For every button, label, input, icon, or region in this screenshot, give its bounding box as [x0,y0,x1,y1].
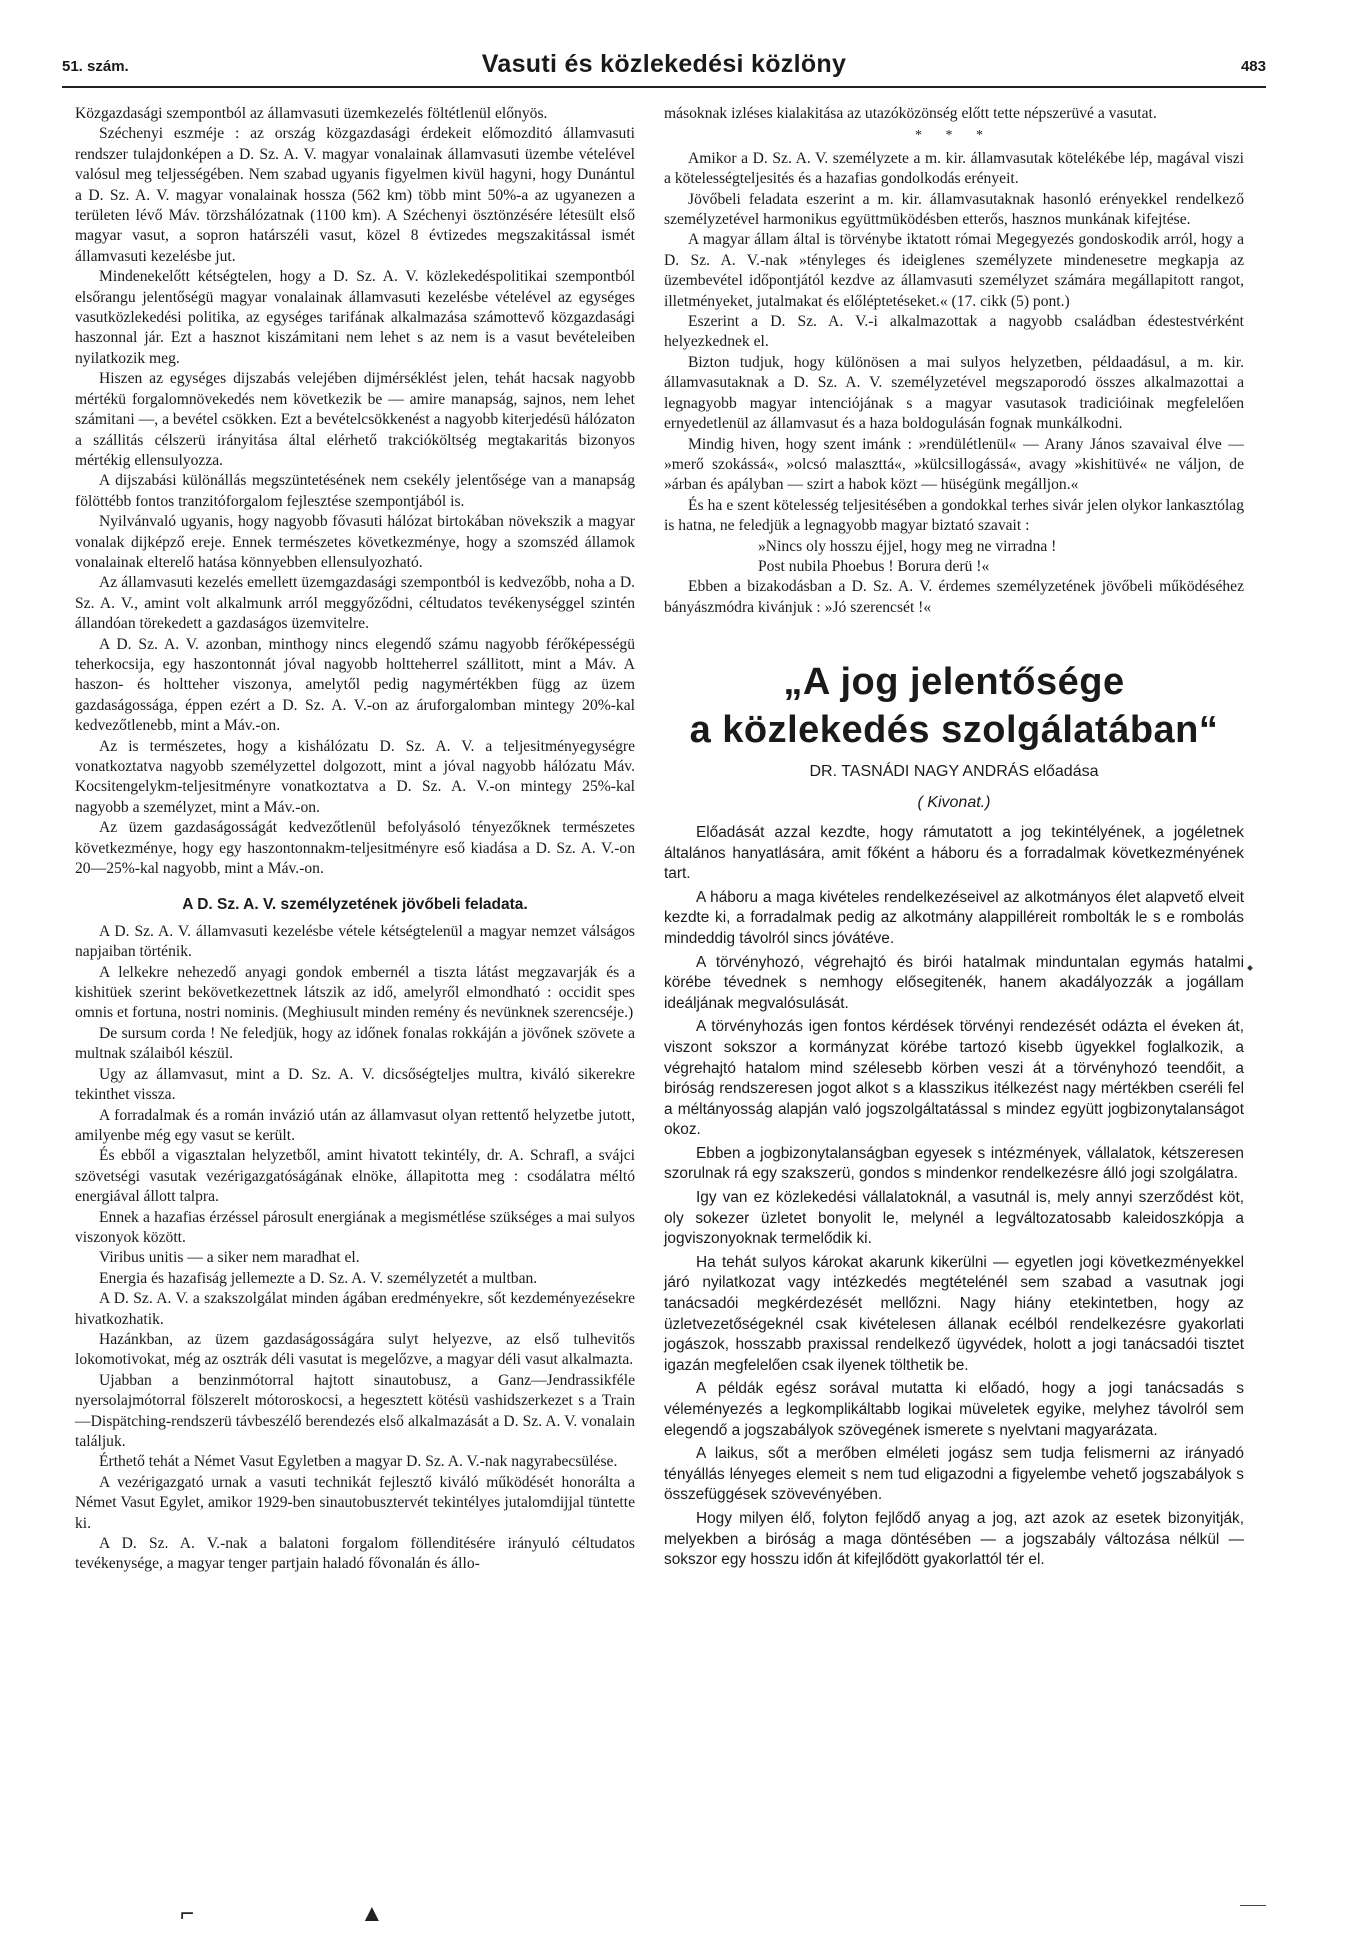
verse-line: Post nubila Phoebus ! Borura derü !« [758,557,990,575]
paragraph: A D. Sz. A. V. államvasuti kezelésbe vétele kétségtelenül a magyar nemzet válságos napjaiban történik. [75,922,635,961]
publication-title: Vasuti és közlekedési közlöny [481,50,847,78]
paragraph: Hogy milyen élő, folyton fejlődő anyag a jog, azt azok az esetek bizonyitják, melyekben a biróság a maga döntésében — a jogszabály változása nélkül — sokszor egy hosszu időn át kifejlődött gyakorlattól tér el. [664,1509,1244,1569]
paragraph: A törvényhozó, végrehajtó és birói hatalmak minduntalan egymás hatalmi körébe tévednek s nemhogy elősegitenék, hanem akadályozzák a jogállam ideáljának megvalósulását. [664,953,1244,1012]
article-title-line: „A jog jelentősége [783,661,1125,704]
page-header [62,50,1266,84]
paragraph: Hazánkban, az üzem gazdaságosságára sulyt helyezve, az első tulhevitős lokomotivokat, még az osztrák déli vasutat is megelőzve, a magyar déli vasut alkalmazta. [75,1330,635,1369]
page-number: 483 [1240,58,1266,75]
paragraph: A magyar állam által is törvénybe iktatott római Megegyezés gondoskodik arról, hogy a D. Sz. A. V.-nak »tényleges és ideiglenes személyzete mindenesetre megkapja az üzembevétel időpontjától kezdve az államvasuti személyzet számára megállapitott rangot, illetményeket, jutalmakat és előléptetéseket.« (17. cikk (5) pont.) [664,231,1244,310]
paragraph: A lelkekre nehezedő anyagi gondok embernél a tiszta látást megzavarják és a kishitüek szerint bekövetkezettnek látszik az idő, amelyről elmondható : occidit spes omnis et fortuna, nostri nominis. (Meghiusult minden remény és nevünknek szerencséje.) [75,963,635,1022]
margin-mark [1247,965,1253,971]
article-body [664,823,1244,1571]
paragraph: A vezérigazgató urnak a vasuti technikát fejlesztő kiváló működését honorálta a Német Vasut Egylet, amikor 1929-ben sinautobusztervét tekintélyes jutalomdijjal tüntette ki. [75,1473,635,1532]
paragraph: Igy van ez közlekedési vállalatoknál, a vasutnál is, mely annyi szerződést köt, oly sokezer üzletet bonyolit le, melynél a legváltozatosabb kaleidoszkópja a jogviszonyoknak termelődik ki. [664,1189,1244,1248]
paragraph: A példák egész sorával mutatta ki előadó, hogy a jogi tanácsadás s véleményezés a legkomplikáltabb logikai müveletek egyike, melyhez távolról sem elegendő a jogszabályok szövegének ismerete s nyelvtani magyarázata. [664,1380,1244,1439]
verse-line: »Nincs oly hosszu éjjel, hogy meg ne virradna ! [758,537,1057,555]
paragraph: A D. Sz. A. V. azonban, minthogy nincs elegendő számu nagyobb férőképességü teherkocsija, egy haszontonnát jóval nagyobb holtteherrel szállitott, mint a Máv. A haszon- és holtteher viszonya, amelytől pedig nagymértékben függ az üzem gazdaságossága, éppen ezért a D. Sz. A. V.-on az áruforgalomban mintegy 20%-kal kedvezőtlenebb, mint a Máv.-on. [75,635,635,735]
paragraph: A laikus, sőt a merőben elméleti jogász sem tudja felismerni az irányadó tényállás lényeges elemeit s nem tud eligazodni a figyelembe vehető jogszabályok s összefüggések szövevényében. [664,1445,1244,1504]
paragraph: Ebben a bizakodásban a D. Sz. A. V. érdemes személyzetének jövőbeli működéséhez bányászmódra kivánjuk : »Jó szerencsét !« [664,578,1244,616]
paragraph: Előadását azzal kezdte, hogy rámutatott a jog tekintélyének, a jogéletnek általános hanyatlására, amit főként a háboru és a forradalmak következményének tart. [664,823,1244,883]
paragraph: De sursum corda ! Ne feledjük, hogy az időnek fonalas rokkáján a jövőnek szövete a multnak szálaiból készül. [75,1024,635,1063]
left-column [75,104,635,1575]
paragraph: A D. Sz. A. V.-nak a balatoni forgalom föllenditésére irányuló céltudatos tevékenysége, a magyar tenger partjain haladó fővonalán és állo- [75,1535,635,1573]
paragraph: És ha e szent kötelesség teljesitésében a gondokkal terhes sivár jelen olykor lankasztólag is hatna, ne feledjük a legnagyobb magyar biztató szavait : [664,496,1244,535]
paragraph: Közgazdasági szempontból az államvasuti üzemkezelés föltétlenül előnyös. [75,105,548,122]
right-column [664,104,1244,1574]
paragraph: Bizton tudjuk, hogy különösen a mai sulyos helyzetben, példaadásul, a m. kir. államvasutaknak a D. Sz. A. V. személyzetével megszaporodó összes alkalmazottai a legnagyobb magyar intenciójának s a magyar vasutasok tradicióinak megfelelően ernyedetlenül az államvasut és a haza boldogulásán fognak munkálkodni. [664,353,1244,433]
paragraph: Széchenyi eszméje : az ország közgazdasági érdekeit előmozditó államvasuti rendszer tulajdonképen a D. Sz. A. V. magyar vonalainak államvasuti üzembe vételével valósul meg teljességében. Nem szabad ugyanis figyelmen kivül hagyni, hogy Dunántul a D. Sz. A. V. magyar vonalainak hossza (562 km) több mint 50%-a az ugyanezen a területen lévő Máv. törzshálózatnak (1100 km). A Széchenyi ösztönzésére létesült első magyar vasut, a sopron határszéli vasut, közel 8 évtizedes megszakitással ismét államvasuti kezelésbe jut. [75,125,635,265]
paragraph: Az is természetes, hogy a kishálózatu D. Sz. A. V. a teljesitményegységre vonatkoztatva nagyobb személyzettel dolgozott, mint a jóval nagyobb hálózatu Máv. Kocsitengelykm-teljesitményre vonatkoztatva a D. Sz. A. V.-on mintegy 25%-kal nagyobb a személyzet, mint a Máv.-on. [75,737,635,816]
paragraph: Az államvasuti kezelés emellett üzemgazdasági szempontból is kedvezőbb, noha a D. Sz. A. V., amint volt alkalmunk arról meggyőződni, céltudatos tevékenységgel szintén állandóan törekedett a gazdaságos üzemvitelre. [75,574,635,633]
issue-number: 51. szám. [62,58,129,75]
section-separator: * * * [915,128,993,144]
paragraph: Ugy az államvasut, mint a D. Sz. A. V. dicsőségteljes multra, kiváló sikerekre tekinthet vissza. [75,1065,635,1104]
paragraph: Ha tehát sulyos károkat akarunk kikerülni — egyetlen jogi következményekkel járó nyilatkozat vagy intézkedés megtételénél sem szabad a vasutnak jogi tanácsadói megkérdezését mellőzni. Nagy hiány etekintetben, hogy az üzletvezetőségeknél csak kivételesen állanak ecélból rendelkezésre gyakorlati jogászok, hosszabb praxissal rendelkező ügyvédek, holott a jogi tanácsadói tisztet igazán megfelelően csak ilyenek tölthetik be. [664,1253,1244,1374]
paragraph: A törvényhozás igen fontos kérdések törvényi rendezését odázta el éveken át, viszont sokszor a kormányzat körébe tartozó kisebb ügyekkel foglalkozik, a végrehajtó hatalom mind szélesebb körben veszi át a törvényhozó teendőit, a biróság rendszeresen jogot alkot s a klasszikus itélkezést nagy mértékben cseréli fel a méltányosság alapján való jogszolgáltatással s mindez együtt jogbizonytalanságot okoz. [664,1018,1244,1139]
margin-rule [1240,1905,1266,1906]
paragraph: Az üzem gazdaságosságát kedvezőtlenül befolyásoló tényezőknek természetes következménye, hogy egy haszontonnakm-teljesitményre eső kiadása a D. Sz. A. V.-on 20—25%-kal nagyobb, mint a Máv.-on. [75,819,635,878]
paragraph: Mindig hiven, hogy szent imánk : »rendülétlenül« — Arany János szavaival élve — »merő szokássá«, »olcsó malaszttá«, »külcsillogássá«, avagy »kishitüvé« ne váljon, de »árban és apályban — szirt a habok közt — hüségünk megálljon.« [664,435,1244,494]
paragraph: Hiszen az egységes dijszabás velejében dijmérséklést jelen, tehát hacsak nagyobb mértékü forgalomnövekedés nem következik be — amire manapság, sajnos, nem lehet számitani —, a bevétel csökken. Ezt a bevételcsökkenést a nagyobb kiterjedésü hálózaton a szállitás célszerü irányitása által elérhető trakcióköltség megtakaritás bizonyos mértékig ellensulyozza. [75,370,635,469]
article-byline: DR. TASNÁDI NAGY ANDRÁS előadása [809,763,1099,781]
paragraph: másoknak izléses kialakitása az utazóközönség előtt tette népszerüvé a vasutat. [664,105,1157,122]
paragraph: Jövőbeli feladata eszerint a m. kir. államvasutaknak hasonló erényekkel rendelkező személyzetével harmonikus együttmüködésben etterős, hasznos munkának kifejtése. [664,190,1244,229]
paragraph: Eszerint a D. Sz. A. V.-i alkalmazottak a nagyobb családban édestestvérként helyezkednek el. [664,313,1244,351]
paragraph: A háboru a maga kivételes rendelkezéseivel az alkotmányos élet alapvető elveit kezdte ki, a forradalmak pedig az alkotmány alappilléreit rombolták le s e rombolás mindeddig távolról sincs jóvátéve. [664,888,1244,947]
paragraph: Érthető tehát a Német Vasut Egyletben a magyar D. Sz. A. V.-nak nagyrabecsülése. [99,1453,618,1471]
paragraph: A dijszabási különállás megszüntetésének nem csekély jelentősége van a manapság fölöttébb fontos tranzitóforgalom fejlesztése szempontjából is. [75,472,635,510]
header-rule [62,86,1266,88]
paragraph: Energia és hazafiság jellemezte a D. Sz. A. V. személyzetét a multban. [99,1269,538,1287]
paragraph: A D. Sz. A. V. a szakszolgálat minden ágában eredményekre, sőt kezdeményezésekre hivatkozhatik. [75,1290,635,1328]
paragraph: Ennek a hazafias érzéssel párosult energiának a megismétlése szükséges a mai sulyos viszonyok között. [75,1208,635,1246]
section-heading: A D. Sz. A. V. személyzetének jövőbeli feladata. [182,896,528,914]
paragraph: Nyilvánvaló ugyanis, hogy nagyobb fővasuti hálózat birtokában növekszik a magyar vonalak dijképző ereje. Ennek természetes következménye, hogy a szomszéd államok vonalainak elterelő hatása könnyebben ellensulyozható. [75,513,635,571]
paragraph: Amikor a D. Sz. A. V. személyzete a m. kir. államvasutak kötelékébe lép, magával viszi a kötelességteljesités és a hazafias gondolkodás erényeit. [664,149,1244,188]
paragraph: Mindenekelőtt kétségtelen, hogy a D. Sz. A. V. közlekedéspolitikai szempontból elsőrangu jelentőségü magyar vonalainak államvasuti kezelésbe vételével az egységes vasutközlekedési politika, az egységes tarifának alkalmazása számottevő közgazdasági haszonnal jár. Ezt a hasznot kiszámitani nem lehet s az nem is a vasut bevételeiben nyilatkozik meg. [75,268,635,367]
paragraph: Ujabban a benzinmótorral hajtott sinautobusz, a Ganz—Jendrassikféle nyersolajmótorral fölszerelt mótoroskocsi, a hegesztett kötésü vashidszerkezet s a Train—Dispätching-rendszerü távbeszélő berendezés első alkalmazását a D. Sz. A. V. vonalain találjuk. [75,1371,635,1450]
scan-fragment: ▲ [360,1900,384,1927]
scan-fragment: ⌐ [180,1900,195,1927]
paragraph: Viribus unitis — a siker nem maradhat el. [99,1249,360,1267]
article-title [664,658,1244,754]
paragraph: A forradalmak és a román invázió után az államvasut olyan rettentő helyzetbe jutott, amilyenbe még egy vasut se került. [75,1106,635,1144]
article-title-line: a közlekedés szolgálatában“ [689,709,1219,752]
article-note: ( Kivonat.) [917,793,991,811]
paragraph: És ebből a vigasztalan helyzetből, amint hivatott tekintély, dr. A. Schrafl, a svájci szövetségi vasutak vezérigazgatóságának elnöke, állapitotta meg : csodálatra méltó energiával állott talpra. [75,1147,635,1206]
paragraph: Ebben a jogbizonytalanságban egyesek s intézmények, vállalatok, kétszeresen szorulnak rá egy szakszerü, gondos s mindenkor rendelkezésre álló jogi szolgálatra. [664,1144,1244,1183]
